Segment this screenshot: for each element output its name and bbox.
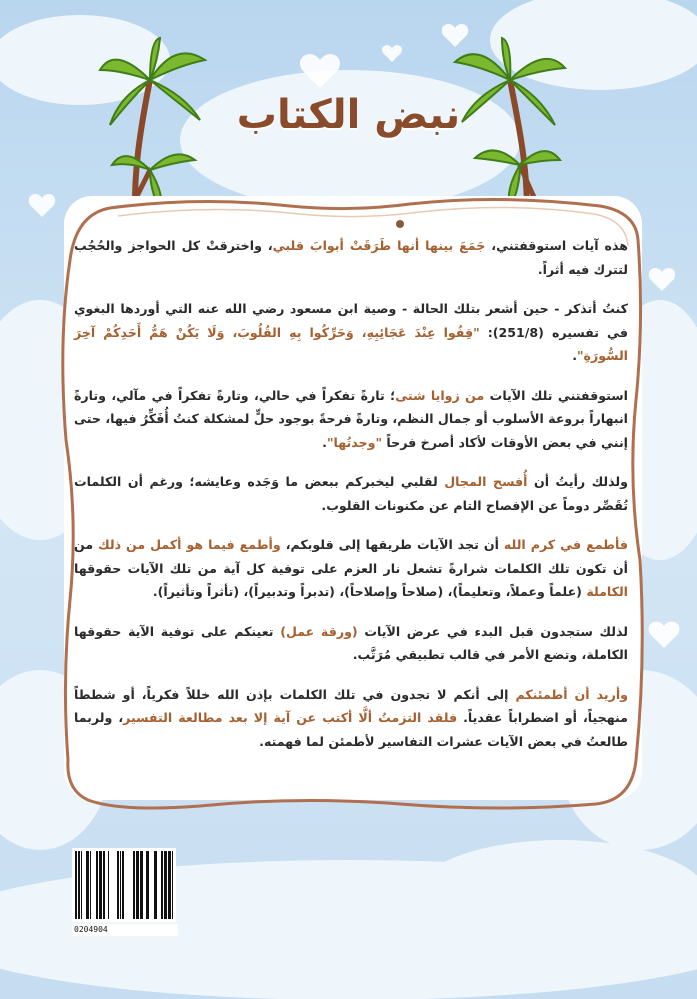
- text-segment: لقلبي ليخبركم ببعض ما وَجَده وعايشه؛ ورغم أن الكلمات تُقَصِّر دوماً عن الإفصاح التام عن مكنونات القلوب.: [74, 474, 628, 513]
- text-segment: استوقفتني تلك الآيات: [484, 387, 628, 403]
- barcode-bar: [164, 851, 167, 919]
- body-text: [74, 234, 628, 769]
- barcode-bar: [90, 851, 91, 919]
- barcode-bar: [117, 851, 119, 919]
- barcode-bar: [120, 851, 121, 919]
- barcode-bar: [99, 851, 102, 919]
- highlighted-text: من زوايا شتى: [395, 387, 485, 403]
- barcode-bar: [108, 851, 109, 919]
- highlighted-text: "وجدتُها": [326, 434, 383, 450]
- barcode-bar: [161, 851, 163, 919]
- text-segment: .: [572, 348, 577, 363]
- page-title: نبض الكتاب: [236, 92, 461, 138]
- text-segment: .: [322, 434, 327, 450]
- paragraph: [74, 620, 628, 667]
- barcode-bar: [140, 851, 143, 919]
- text-segment: ، واخترقتْ كل الحواجز والحُجُب لتترك فيه أثراً.: [74, 238, 628, 277]
- text-segment: من أن تكون تلك الكلمات شرارةً تشعل نار العزم على توفية كل آية من تلك الآيات حقوقها: [74, 537, 628, 576]
- text-segment: أن تجد الآيات طريقها إلى قلوبكم،: [280, 537, 504, 552]
- text-segment: لذلك ستجدون قبل البدء في عرض الآيات: [357, 623, 628, 639]
- barcode: [72, 848, 176, 922]
- highlighted-text: أُفسح المجال: [444, 474, 528, 489]
- barcode-bar: [133, 851, 135, 919]
- barcode-bar: [122, 851, 124, 919]
- paragraph: [74, 533, 628, 604]
- barcode-bar: [172, 851, 173, 919]
- highlighted-text: جَمَعَ بينها أنها طَرَقَتْ أبوابَ قلبي: [272, 238, 486, 253]
- barcode-bar: [146, 851, 149, 919]
- text-segment: ؛ تارةً تفكراً في حالي، وتارةً تفكراً في مآلي، وتارةً انبهاراً بروعة الأسلوب أو جمال النظم، وتارةً فرحةً بوجود حلٍّ لمشكلة كنتُ أُفَكِّرُ فيها، حتى إنني في بعض الأوقات لأكاد أصرخ فرحاً: [74, 387, 628, 450]
- highlighted-text: (ورقة عمل): [280, 623, 358, 639]
- paragraph: [74, 384, 628, 455]
- highlighted-text: فأطمع في كرم الله: [503, 537, 628, 552]
- paragraph: [74, 683, 628, 754]
- barcode-bar: [154, 851, 157, 919]
- text-segment: تعينكم على توفية الآية حقوقها الكاملة، وتضع الأمر في قالب تطبيقي مُرَتَّب.: [74, 623, 628, 662]
- barcode-bar: [96, 851, 98, 919]
- highlighted-text: فلقد التزمتُ ألَّا أكتب عن آية إلا بعد مطالعة التفسير: [123, 710, 458, 725]
- barcode-bar: [81, 851, 82, 919]
- barcode-bar: [103, 851, 105, 919]
- text-segment: هذه آيات استوقفتني،: [485, 238, 628, 253]
- paragraph: [74, 470, 628, 517]
- barcode-bar: [168, 851, 171, 919]
- highlighted-text: "قِفُوا عِنْدَ عَجَائِبِهِ، وَحَرِّكُوا بِهِ القُلُوبَ، وَلَا يَكُنْ هَمُّ أَحَدِكُمْ آخِرَ السُّورَةِ": [74, 324, 628, 363]
- barcode-number: 0204904: [72, 924, 178, 936]
- barcode-bar: [136, 851, 139, 919]
- highlighted-text: الكاملة: [586, 584, 628, 599]
- text-segment: ولذلك رأيتُ أن: [527, 474, 628, 489]
- paragraph: [74, 234, 628, 281]
- highlighted-text: وأريد أن أطمئنكم: [515, 686, 628, 702]
- text-segment: إلى أنكم لا تجدون في تلك الكلمات بإذن الله خللاً فكرياً، أو شططاً منهجياً، أو اضطراباً عقدياً.: [74, 686, 628, 725]
- highlighted-text: وأطمع فيما هو أكمل من ذلك: [98, 537, 281, 552]
- text-segment: ، ولربما طالعتُ في بعض الآيات عشرات التفاسير لأطمئن لما فهمته.: [74, 710, 628, 749]
- text-segment: (علماً وعملاً، وتعليماً)، (صلاحاً وإصلاحاً)، (تدبراً وتدبيراً)، (تأثراً وتأثيراً).: [152, 584, 587, 599]
- text-segment: كنتُ أتذكر - حين أشعر بتلك الحالة - وصية ابن مسعود رضي الله عنه التي أوردها البغوي في تفسيره (251/8):: [74, 301, 628, 340]
- paragraph: [74, 297, 628, 368]
- barcode-bar: [78, 851, 80, 919]
- barcode-bar: [75, 851, 77, 919]
- barcode-bar: [86, 851, 89, 919]
